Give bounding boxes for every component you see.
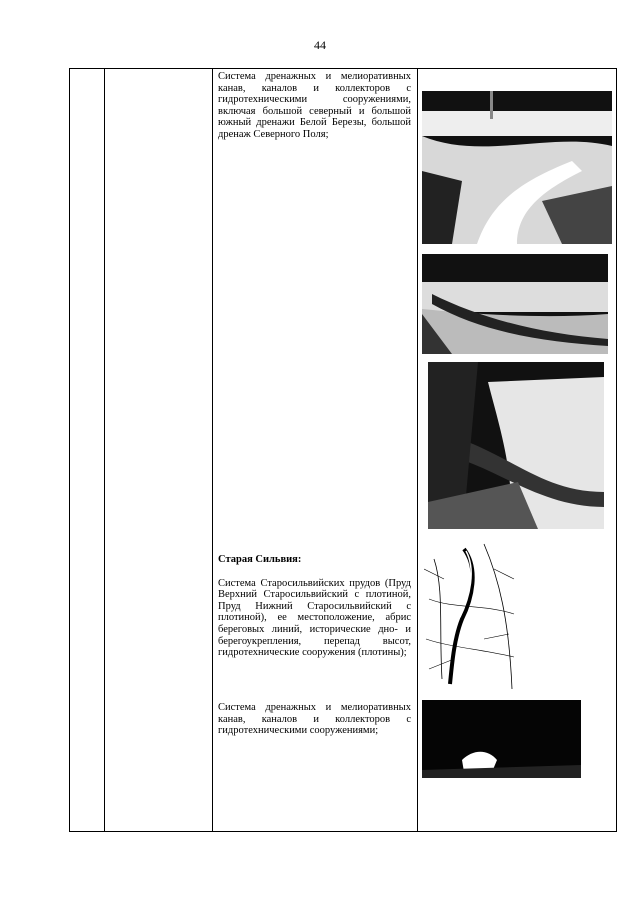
column-divider — [104, 69, 105, 831]
staraya-silviya-heading: Старая Сильвия: — [218, 554, 302, 565]
column-divider — [212, 69, 213, 831]
drainage-ditch-photo — [422, 254, 608, 354]
staraya-silviya-text — [218, 554, 411, 659]
page-number: 44 — [314, 38, 326, 52]
ditch-edge-photo — [428, 362, 604, 529]
drainage-belaya-paragraph: Система дренажных и мелиоративных канав, каналов и коллекторов с гидротехническими сооружениями, включая большой северный и большой южный дренажи Белой Березы, большой дренаж Северного Поля; — [218, 71, 411, 140]
staraya-silviya-paragraph: Система Старосильвийских прудов (Пруд Верхний Старосильвийский с плотиной, Пруд Нижний Старосильвийский с плотиной), ее местоположение, абрис береговых линий, исторические дно- и берегоукрепления, перепад высот, гидротехнические сооружения (плотины); — [218, 577, 411, 659]
drainage-canal-field-photo — [422, 91, 612, 244]
document-table — [69, 68, 617, 832]
dark-canal-photo — [422, 700, 581, 778]
column-divider — [417, 69, 418, 831]
ponds-map — [424, 539, 516, 691]
drainage-silviya-text — [218, 702, 411, 737]
drainage-silviya-paragraph: Система дренажных и мелиоративных канав, каналов и коллекторов с гидротехническими сооружениями; — [218, 702, 411, 737]
drainage-belaya-text — [218, 71, 411, 141]
